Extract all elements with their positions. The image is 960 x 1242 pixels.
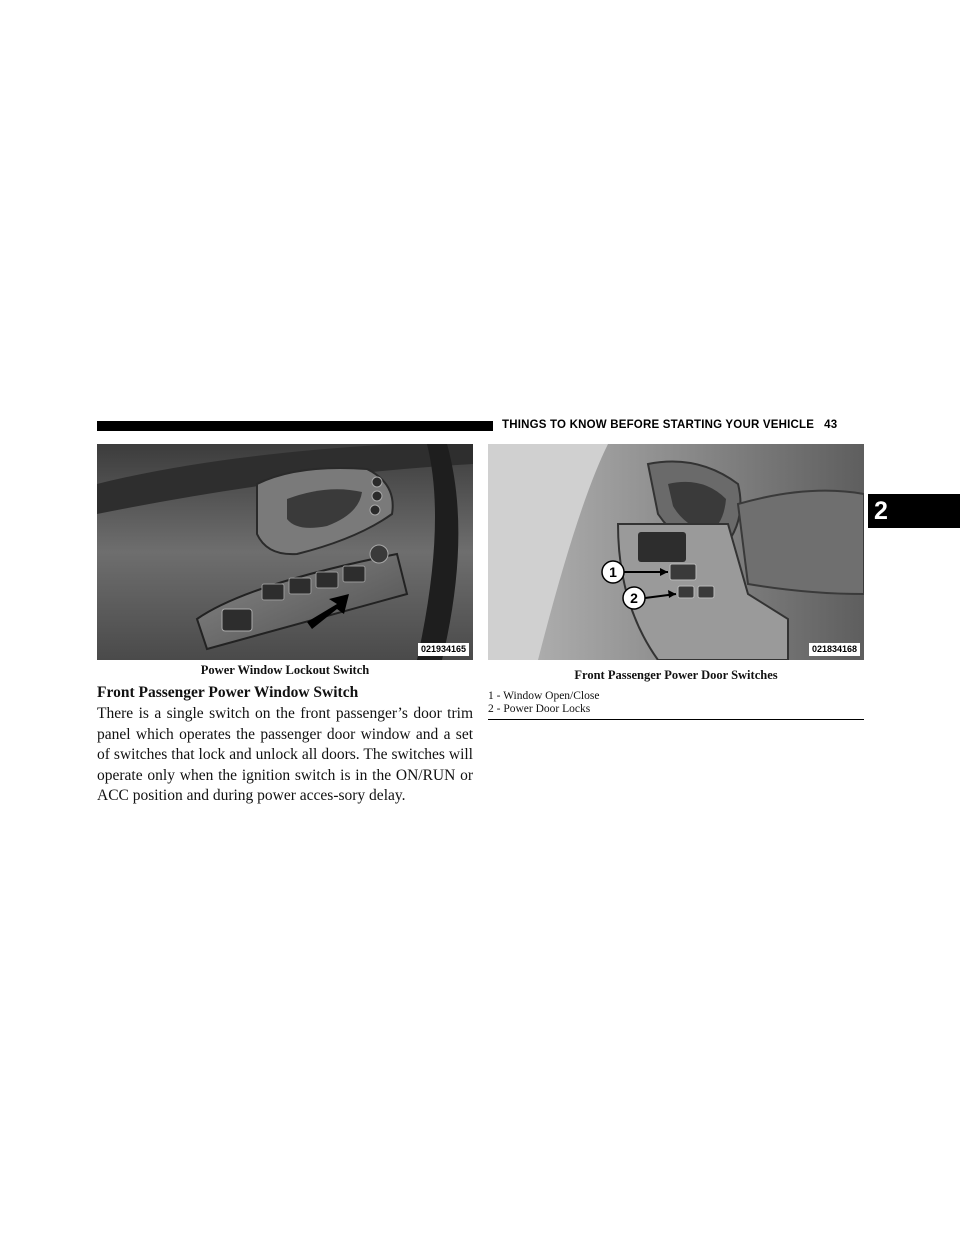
- door-panel-illustration: [97, 444, 473, 660]
- image-code: 021934165: [418, 643, 469, 656]
- passenger-door-illustration: [488, 444, 864, 660]
- header-title: THINGS TO KNOW BEFORE STARTING YOUR VEHICLE: [502, 419, 815, 431]
- section-body: There is a single switch on the front passenger’s door trim panel which operates the passenger door window and a set of switches that lock and unlock all doors. The switches will operate only when the ignition switch is in the ON/RUN or ACC position and during power acces-sory delay.: [97, 705, 473, 804]
- figure-legend: [488, 690, 864, 720]
- header-rule: [97, 421, 493, 431]
- image-code: 021834168: [809, 643, 860, 656]
- svg-text:2: 2: [630, 590, 638, 606]
- chapter-tab: 2: [868, 494, 960, 528]
- legend-item-2: 2 - Power Door Locks: [488, 703, 591, 715]
- figure-power-window-lockout-switch: [97, 444, 473, 660]
- page-number: 43: [824, 419, 838, 431]
- running-header: [502, 419, 864, 431]
- svg-text:1: 1: [609, 564, 617, 580]
- figure-caption-right: Front Passenger Power Door Switches: [574, 668, 778, 682]
- figure-caption-left: Power Window Lockout Switch: [200, 663, 370, 677]
- figure-front-passenger-door-switches: [488, 444, 864, 660]
- section-title: Front Passenger Power Window Switch: [97, 684, 359, 701]
- legend-item-1: 1 - Window Open/Close: [488, 690, 600, 702]
